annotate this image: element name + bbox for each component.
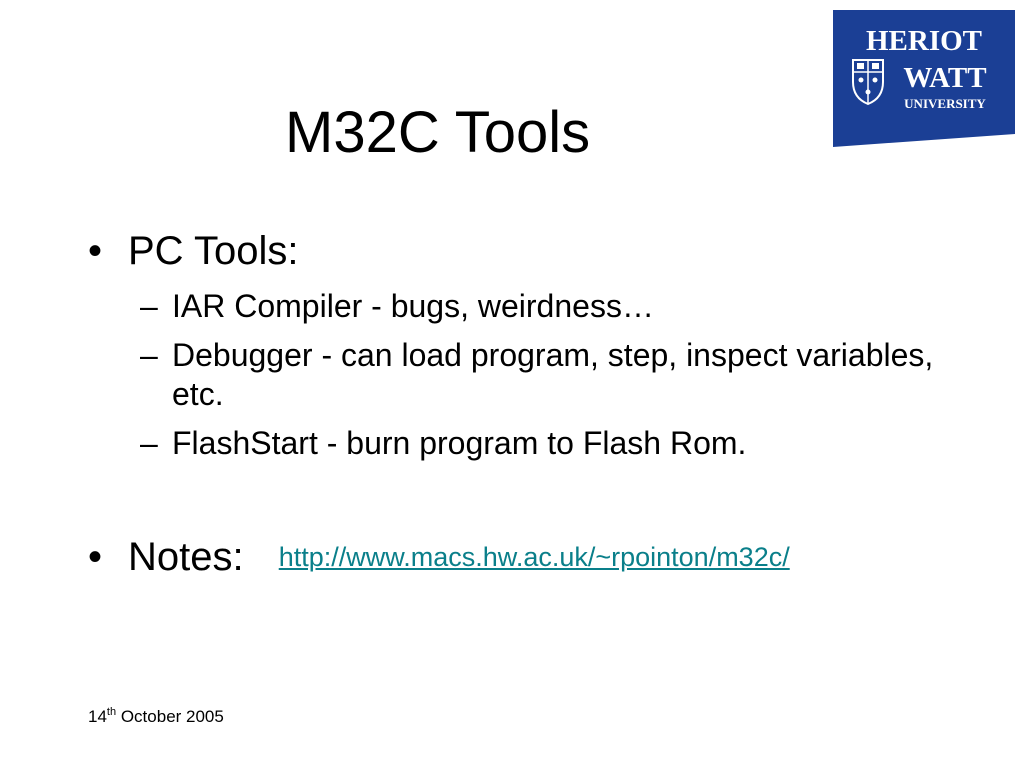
slide-title: M32C Tools	[285, 100, 591, 165]
subitem-iar-compiler	[140, 287, 988, 326]
logo-line-watt: WATT	[903, 62, 987, 94]
footer-day: 14	[88, 707, 107, 726]
bullet-marker: •	[88, 535, 103, 579]
footer-day-suffix: th	[106, 706, 117, 718]
dash-marker: –	[140, 288, 158, 324]
notes-link[interactable]: http://www.macs.hw.ac.uk/~rpointon/m32c/	[278, 542, 790, 572]
subitem-flashstart	[140, 424, 988, 463]
logo-line-university: UNIVERSITY	[904, 96, 986, 111]
slide-footer-date	[88, 706, 224, 728]
logo-line-heriot: HERIOT	[865, 25, 983, 57]
subitem-text: IAR Compiler - bugs, weirdness…	[172, 288, 654, 324]
slide-content	[88, 225, 988, 583]
pc-tools-sublist	[88, 287, 988, 463]
bullet-text: PC Tools:	[128, 229, 299, 273]
notes-label: Notes:	[128, 535, 244, 579]
subitem-debugger	[140, 336, 988, 414]
subitem-text: FlashStart - burn program to Flash Rom.	[172, 425, 747, 461]
bullet-notes	[88, 531, 988, 583]
dash-marker: –	[140, 425, 158, 461]
bullet-marker: •	[88, 229, 103, 273]
footer-month-year: October 2005	[116, 707, 224, 726]
bullet-pc-tools	[88, 225, 988, 277]
dash-marker: –	[140, 337, 158, 373]
subitem-text: Debugger - can load program, step, inspect variables, etc.	[172, 337, 934, 412]
heriot-watt-logo	[833, 10, 1015, 147]
